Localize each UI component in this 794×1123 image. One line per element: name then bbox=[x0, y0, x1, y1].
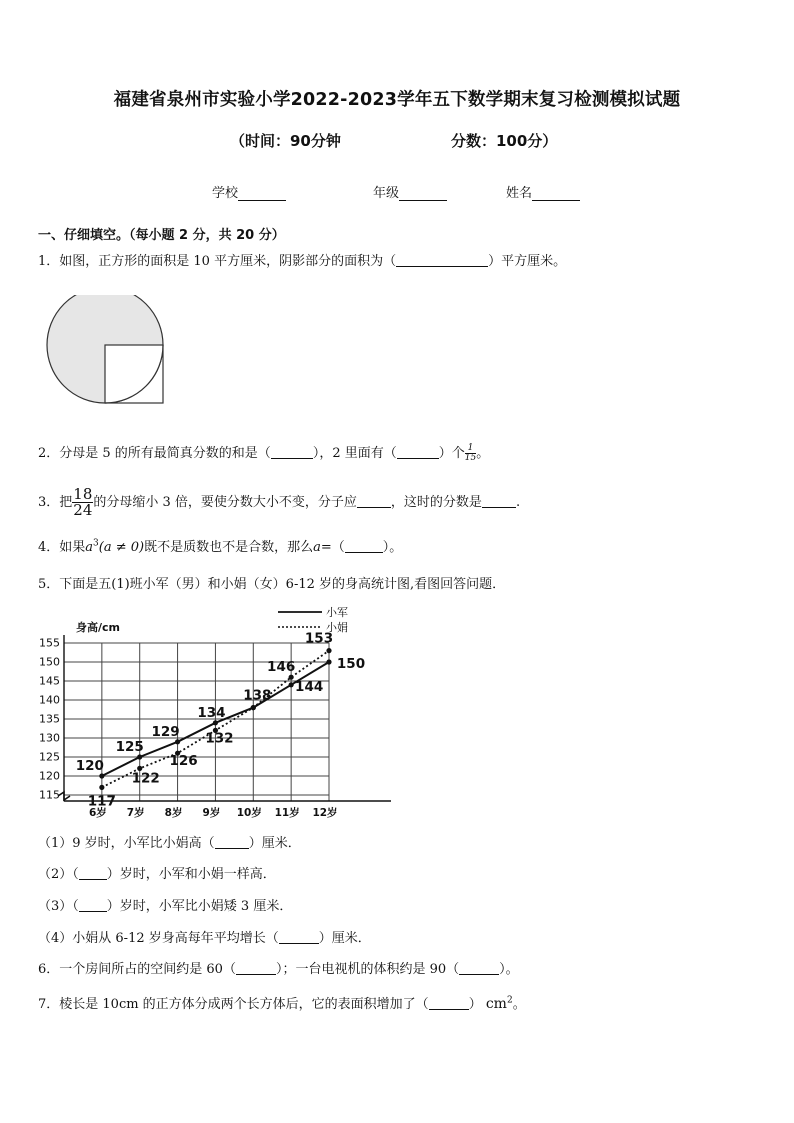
q5-2-text: （2）（ bbox=[38, 867, 79, 882]
data-label: 144 bbox=[295, 678, 324, 695]
q6-text-end: ）。 bbox=[499, 962, 519, 977]
y-tick-label: 130 bbox=[39, 731, 60, 745]
q2-fraction: $\frac{1}{15}$ bbox=[464, 443, 477, 463]
data-point bbox=[289, 682, 294, 687]
q5-3-blank[interactable] bbox=[79, 899, 107, 912]
grade-field[interactable] bbox=[373, 182, 447, 201]
q7-unit-exponent: 2 bbox=[506, 995, 513, 1006]
q1-text-end: ）平方厘米。 bbox=[488, 254, 567, 269]
height-line-chart bbox=[34, 605, 398, 827]
q7-text-end: 。 bbox=[512, 997, 526, 1012]
q3-text-mid2: ，这时的分数是 bbox=[390, 495, 482, 510]
question-5-1 bbox=[38, 832, 301, 851]
data-point bbox=[137, 754, 142, 759]
question-6 bbox=[38, 958, 519, 977]
q4-blank[interactable] bbox=[345, 540, 383, 553]
x-tick-label: 9岁 bbox=[202, 807, 221, 819]
q3-text-mid: 的分母缩小 3 倍，要使分数大小不变，分子应 bbox=[93, 495, 357, 510]
q5-2-text-end: ）岁时，小军和小娟一样高． bbox=[106, 867, 276, 882]
y-tick-label: 120 bbox=[39, 769, 60, 783]
y-tick-label: 155 bbox=[39, 636, 60, 650]
y-tick-label: 145 bbox=[39, 674, 60, 688]
q2-text: 2．分母是 5 的所有最简真分数的和是（ bbox=[38, 446, 271, 461]
q5-4-text-end: ）厘米． bbox=[318, 931, 371, 946]
q3-blank-2[interactable] bbox=[482, 495, 516, 508]
data-label: 126 bbox=[169, 753, 198, 770]
q1-text: 1．如图，正方形的面积是 10 平方厘米，阴影部分的面积为（ bbox=[38, 254, 397, 269]
name-field[interactable] bbox=[506, 182, 580, 201]
data-point bbox=[99, 785, 104, 790]
page-title: 福建省泉州市实验小学2022-2023学年五下数学期末复习检测模拟试题 bbox=[113, 90, 681, 110]
data-point bbox=[326, 659, 331, 664]
legend-label: 小娟 bbox=[326, 621, 348, 634]
data-label: 150 bbox=[336, 656, 366, 672]
q5-2-blank[interactable] bbox=[79, 867, 107, 880]
question-7 bbox=[38, 993, 526, 1012]
q4-var-a: a bbox=[85, 540, 94, 555]
circle-square-figure bbox=[44, 295, 170, 407]
data-label: 125 bbox=[115, 739, 144, 755]
q2-text-mid2: ）个 bbox=[438, 446, 465, 461]
y-tick-label: 150 bbox=[39, 655, 60, 669]
data-label: 138 bbox=[243, 687, 272, 704]
question-5: 5．下面是五(1)班小军（男）和小娟（女）6-12 岁的身高统计图,看图回答问题． bbox=[38, 577, 506, 592]
q7-text-post: ） bbox=[468, 997, 482, 1012]
q7-text: 7．棱长是 10cm 的正方体分成两个长方体后，它的表面积增加了（ bbox=[38, 997, 429, 1012]
q2-text-end: 。 bbox=[476, 446, 490, 461]
y-tick-label: 115 bbox=[39, 788, 60, 802]
data-label: 134 bbox=[197, 704, 226, 721]
y-axis-label: 身高/cm bbox=[76, 621, 120, 634]
exam-time: （时间：90分钟 bbox=[230, 132, 341, 150]
data-label: 153 bbox=[304, 630, 334, 647]
q5-3-text: （3）（ bbox=[38, 899, 79, 914]
question-4 bbox=[38, 536, 402, 555]
data-label: 122 bbox=[131, 770, 160, 787]
school-blank[interactable] bbox=[238, 188, 286, 201]
grade-blank[interactable] bbox=[399, 188, 447, 201]
question-3 bbox=[38, 487, 520, 518]
name-label: 姓名 bbox=[506, 186, 533, 201]
q5-1-text-end: ）厘米． bbox=[248, 836, 301, 851]
q4-eq: =（ bbox=[320, 540, 345, 555]
q2-text-mid: ），2 里面有（ bbox=[312, 446, 397, 461]
question-1 bbox=[38, 250, 566, 269]
q6-text: 6．一个房间所占的空间约是 60（ bbox=[38, 962, 236, 977]
grade-label: 年级 bbox=[373, 186, 400, 201]
school-field[interactable] bbox=[212, 182, 286, 201]
data-point bbox=[251, 705, 256, 710]
q5-1-text: （1）9 岁时，小军比小娟高（ bbox=[38, 836, 215, 851]
q7-blank[interactable] bbox=[429, 997, 469, 1010]
data-point bbox=[326, 648, 331, 653]
q3-blank-1[interactable] bbox=[357, 495, 391, 508]
x-tick-label: 10岁 bbox=[236, 807, 262, 819]
q2-blank-1[interactable] bbox=[271, 446, 313, 459]
q4-exponent: 3 bbox=[93, 538, 99, 549]
q6-blank-2[interactable] bbox=[459, 962, 499, 975]
q3-fraction: $\frac{18}{24}$ bbox=[73, 485, 93, 519]
name-blank[interactable] bbox=[532, 188, 580, 201]
q7-unit: cm bbox=[485, 996, 507, 1012]
question-2 bbox=[38, 442, 489, 463]
data-label: 146 bbox=[267, 659, 296, 676]
question-5-4 bbox=[38, 927, 371, 946]
x-tick-label: 6岁 bbox=[88, 807, 107, 819]
question-5-2 bbox=[38, 863, 276, 882]
exam-score: 分数：100分） bbox=[451, 132, 558, 150]
q5-4-blank[interactable] bbox=[279, 931, 319, 944]
q4-text-mid: 既不是质数也不是合数，那么 bbox=[144, 540, 314, 555]
data-point bbox=[213, 720, 218, 725]
q6-blank-1[interactable] bbox=[236, 962, 276, 975]
x-tick-label: 11岁 bbox=[274, 807, 300, 819]
data-label: 117 bbox=[87, 793, 116, 810]
q4-condition: (a ≠ 0) bbox=[98, 540, 145, 555]
y-tick-label: 135 bbox=[39, 712, 60, 726]
data-point bbox=[99, 773, 104, 778]
x-tick-label: 8岁 bbox=[164, 807, 183, 819]
q3-text: 3．把 bbox=[38, 495, 73, 510]
school-label: 学校 bbox=[212, 186, 239, 201]
data-point bbox=[289, 675, 294, 680]
y-tick-label: 140 bbox=[39, 693, 60, 707]
q5-3-text-end: ）岁时，小军比小娟矮 3 厘米． bbox=[106, 899, 293, 914]
q4-var: a bbox=[313, 540, 321, 555]
section-1-title: 一、仔细填空。（每小题 2 分，共 20 分） bbox=[38, 228, 285, 243]
data-label: 120 bbox=[75, 758, 104, 774]
data-point bbox=[175, 739, 180, 744]
q3-text-end: . bbox=[515, 495, 521, 510]
question-5-3 bbox=[38, 895, 292, 914]
q4-text-end: ）。 bbox=[382, 540, 403, 555]
x-tick-label: 7岁 bbox=[126, 807, 145, 819]
x-tick-label: 12岁 bbox=[312, 807, 338, 819]
q4-text: 4．如果 bbox=[38, 540, 86, 555]
q2-blank-2[interactable] bbox=[397, 446, 439, 459]
data-label: 132 bbox=[205, 730, 234, 747]
q5-1-blank[interactable] bbox=[215, 836, 249, 849]
legend-label: 小军 bbox=[326, 606, 348, 619]
q6-text-mid: ）；一台电视机的体积约是 90（ bbox=[275, 962, 460, 977]
q5-4-text: （4）小娟从 6-12 岁身高每年平均增长（ bbox=[38, 931, 279, 946]
y-tick-label: 125 bbox=[39, 750, 60, 764]
q1-blank[interactable] bbox=[396, 254, 488, 267]
data-label: 129 bbox=[151, 723, 180, 740]
